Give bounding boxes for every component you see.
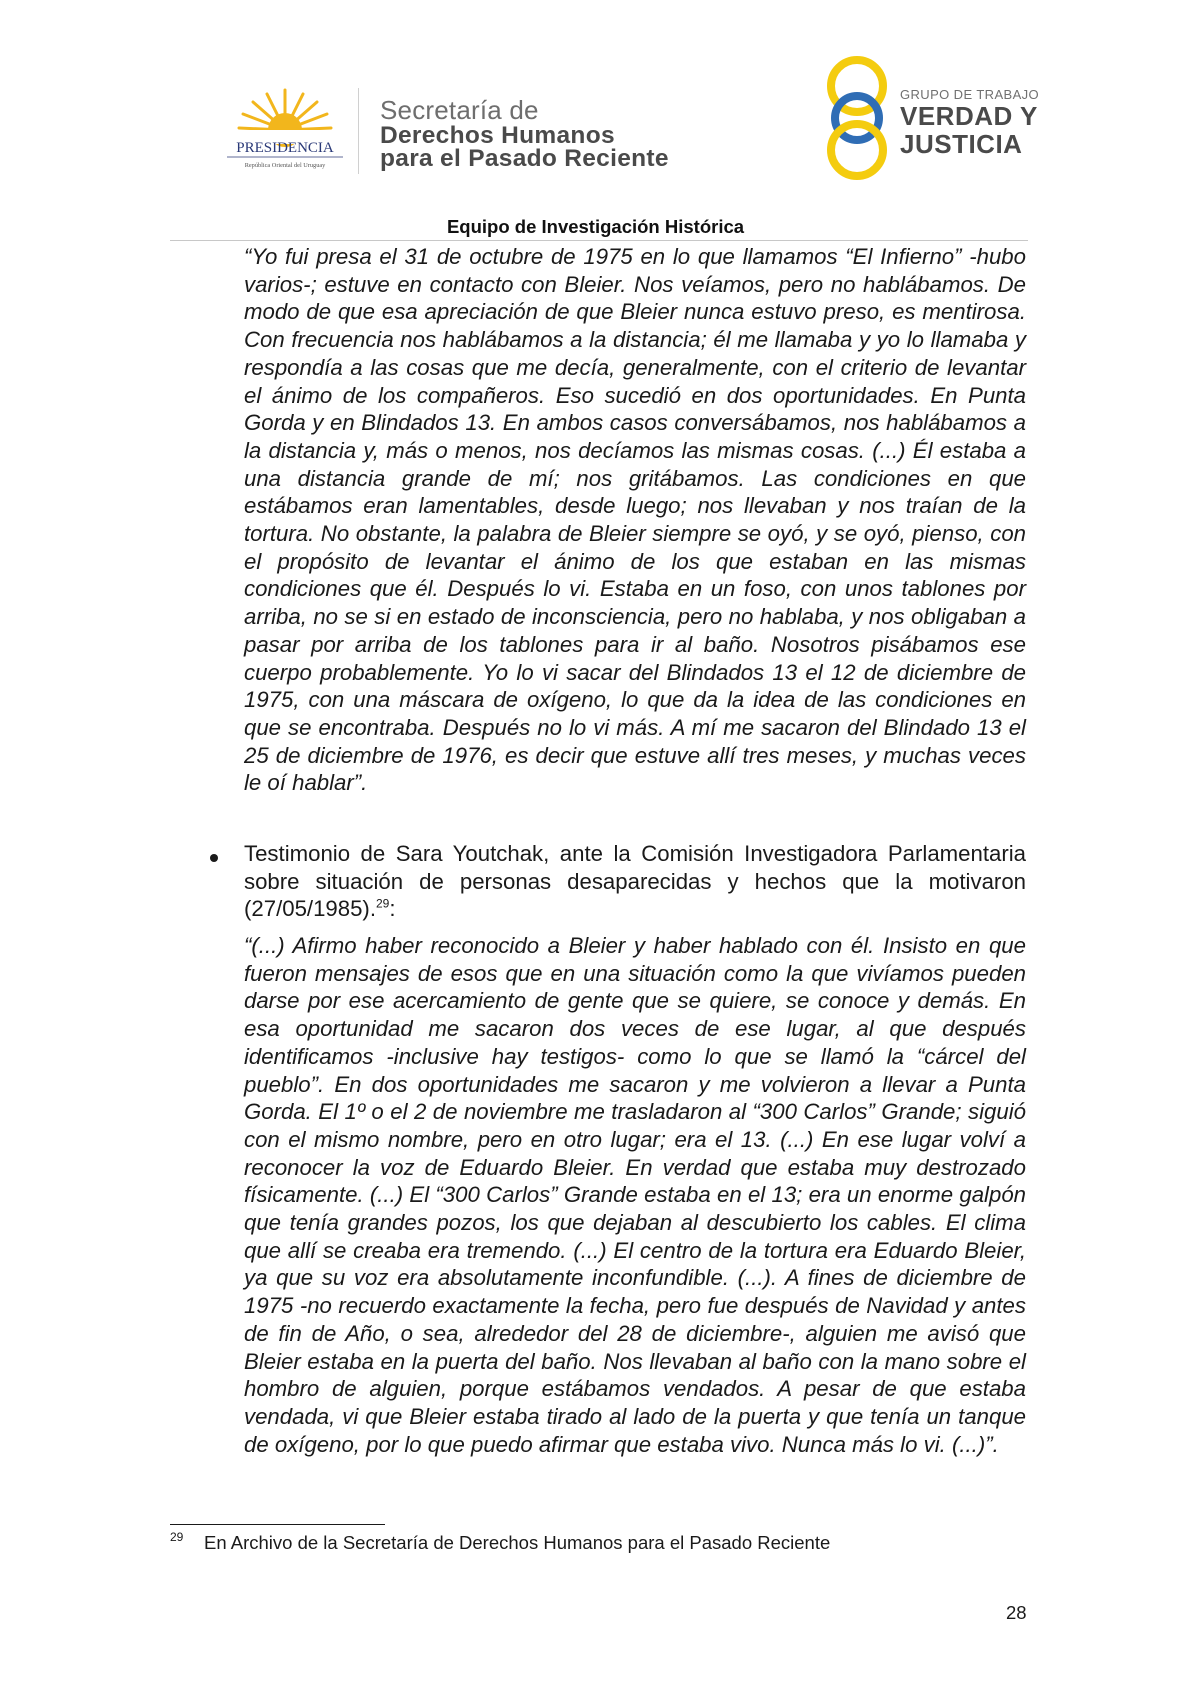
justicia-label: JUSTICIA [900,129,1023,159]
verdad-justicia-logo [900,88,1060,158]
sun-icon [225,90,345,147]
testimony-source [244,840,1026,923]
secretaria-line3: para el Pasado Reciente [380,145,669,172]
secretaria-line1: Secretaría de [380,95,539,125]
page-number: 28 [1006,1602,1027,1623]
footnote-reference[interactable]: 29 [376,897,390,912]
testimony-source-text: Testimonio de Sara Youtchak, ante la Comisión Investigadora Parlamentaria sobre situación de personas desaparecidas y hechos que la motivaron (27/05/1985). [244,841,1026,922]
testimony-quote-1: “Yo fui presa el 31 de octubre de 1975 en lo que llamamos “El Infierno” -hubo varios-; estuve en contacto con Bleier. Nos veíamos, pero no hablábamos. De modo de que esa apreciación de que Bleier nunca estuvo preso, es mentirosa. Con frecuencia nos hablábamos a la distancia; él me llamaba y yo lo llamaba y respondía a las cosas que me decía, generalmente, con el criterio de levantar el ánimo de los compañeros. Eso sucedió en dos oportunidades. En Punta Gorda y en Blindados 13. En ambos casos conversábamos, nos hablábamos a la distancia y, más o menos, nos decíamos las mismas cosas. (...) Él estaba a una distancia grande de mí; nos gritábamos. Las condiciones en que estábamos eran lamentables, desde luego; nos llevaban y nos traían de la tortura. No obstante, la palabra de Bleier siempre se oyó, y se oyó, pienso, con el propósito de levantar el ánimo de los que estaban en las mismas condiciones que él. Después lo vi. Estaba en un foso, con unos tablones por arriba, no se si en estado de inconsciencia, pero no hablaba, y nos obligaban a pasar por arriba de los tablones para ir al baño. Nosotros pisábamos ese cuerpo probablemente. Yo lo vi sacar del Blindados 13 el 12 de diciembre de 1975, con una máscara de oxígeno, lo que da la idea de las condiciones en que se encontraba. Después no lo vi más. A mí me sacaron del Blindado 13 el 25 de diciembre de 1976, es decir que estuve allí tres meses, y muchas veces le oí hablar”. [244,244,1026,796]
secretaria-logo [380,96,710,170]
presidencia-subtitle: República Oriental del Uruguay [244,162,326,169]
footnote-text: En Archivo de la Secretaría de Derechos Humanos para el Pasado Reciente [204,1532,831,1553]
secretaria-line2: Derechos Humanos [380,122,615,149]
footnote-divider [170,1524,385,1525]
logo-divider [358,88,359,174]
presidencia-wordmark: PRESIDENCIA [236,140,334,156]
footnote-number: 29 [170,1530,184,1544]
presidencia-logo [205,84,355,176]
grupo-label: GRUPO DE TRABAJO [900,87,1040,102]
testimony-quote-2: “(...) Afirmo haber reconocido a Bleier y haber hablado con él. Insisto en que fueron mensajes de esos que en una situación como la que vivíamos pueden darse por ese acercamiento de gente que se quiere, se conoce y demás. En esa oportunidad me sacaron dos veces de ese lugar, al que después identificamos -inclusive hay testigos- como lo que se llamó la “cárcel del pueblo”. En dos oportunidades me sacaron y me volvieron a llevar a Punta Gorda. El 1º o el 2 de noviembre me trasladaron al “300 Carlos” Grande; siguió con el mismo nombre, pero en otro lugar; era el 13. (...) En ese lugar volví a reconocer la voz de Eduardo Bleier. En verdad que estaba muy destrozado físicamente. (...) El “300 Carlos” Grande estaba en el 13; era un enorme galpón que tenía grandes pozos, los que dejaban al descubierto los cables. El clima que allí se creaba era tremendo. (...) El centro de la tortura era Eduardo Bleier, ya que su voz era absolutamente inconfundible. (...). A fines de diciembre de 1975 -no recuerdo exactamente la fecha, pero fue después de Navidad y antes de fin de Año, o sea, alrededor del 28 de diciembre-, alguien me avisó que Bleier estaba en la puerta del baño. Nos llevaban al baño con la mano sobre el hombro de alguien, porque estábamos vendados. A pesar de que estaba vendada, vi que Bleier estaba tirado al lado de la puerta y que tenía un tanque de oxígeno, por lo que puedo afirmar que estaba vivo. Nunca más lo vi. (...)”. [244,933,1026,1457]
verdad-label: VERDAD Y [900,101,1038,131]
header-divider [170,240,1028,241]
team-heading: Equipo de Investigación Histórica [446,216,745,237]
bullet-icon [210,854,218,862]
rings-icon [822,54,892,182]
testimony-source-colon: : [389,896,396,922]
